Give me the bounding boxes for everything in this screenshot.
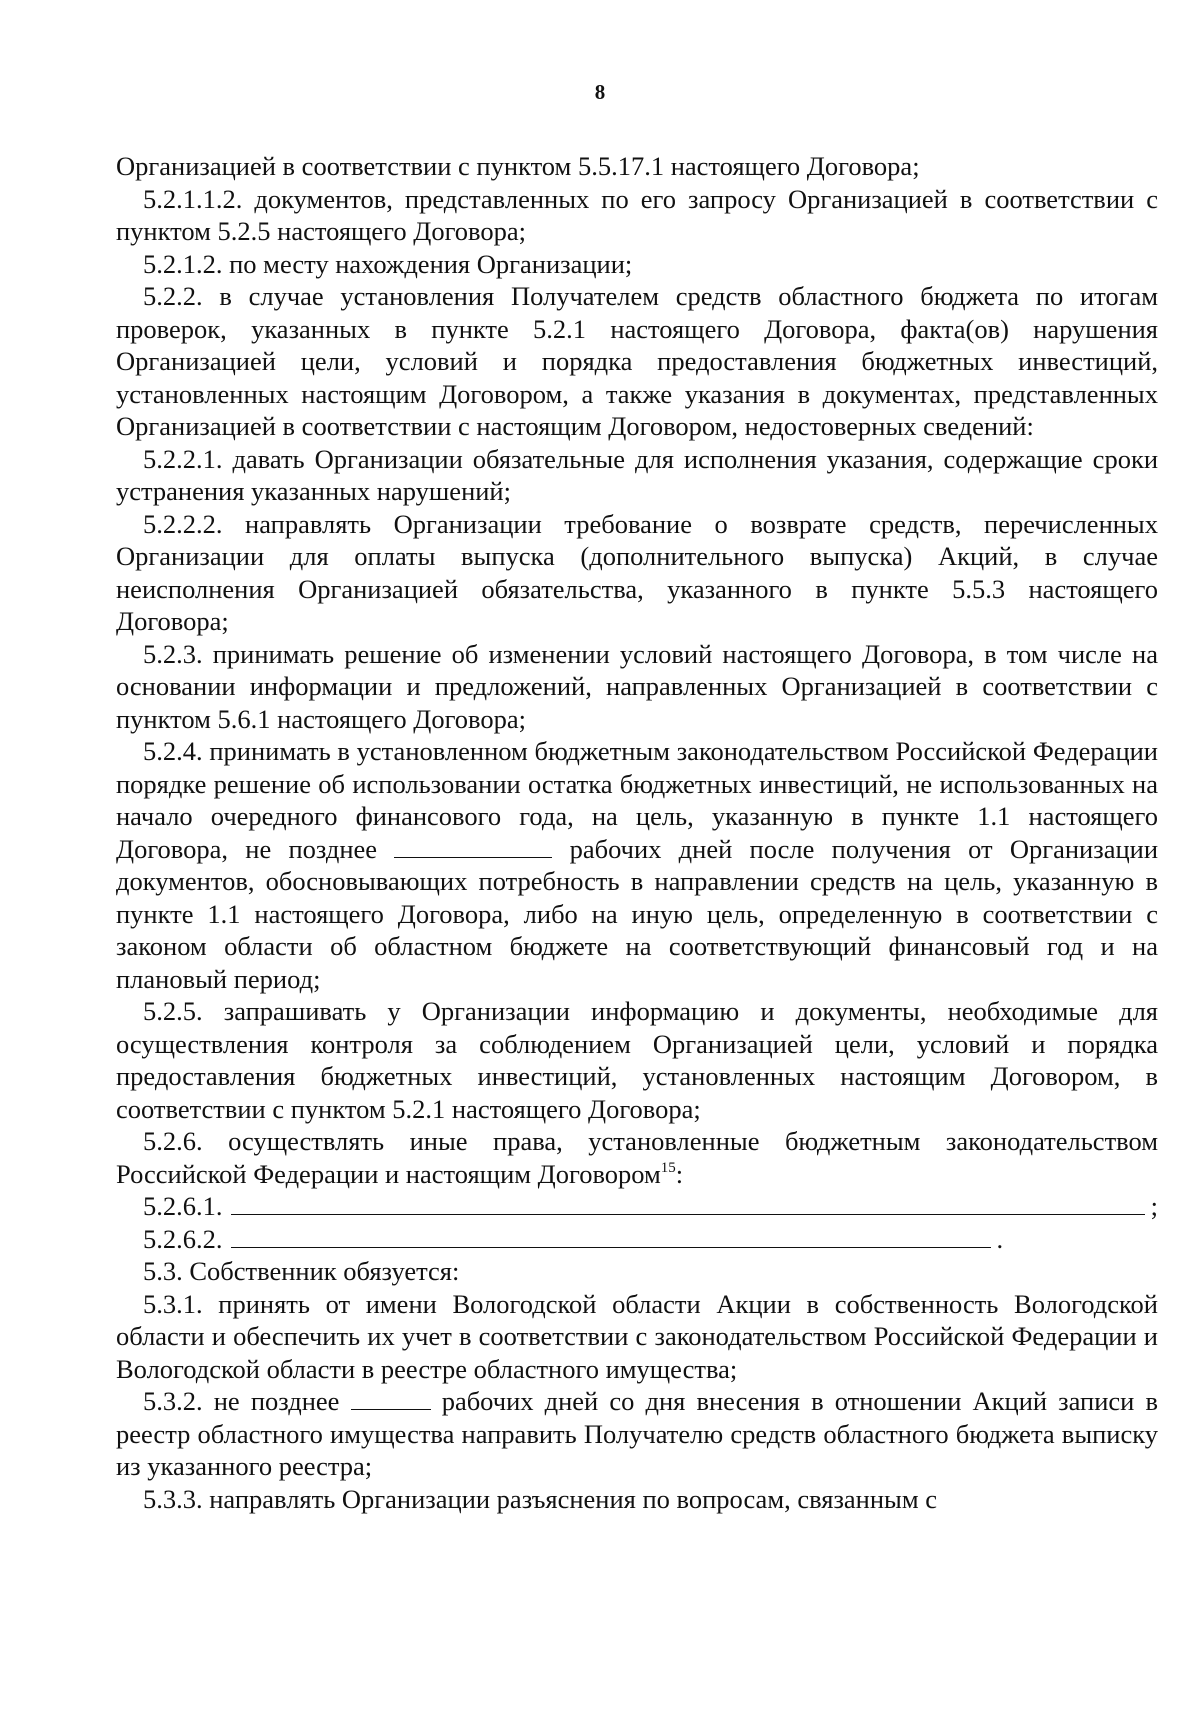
paragraph-5-2-6-text: 5.2.6. осуществлять иные права, установленные бюджетным законодательством Российской Федерации и настоящим Договором bbox=[116, 1126, 1158, 1189]
item-end-mark: ; bbox=[1150, 1191, 1158, 1221]
paragraph-5-2-6-1 bbox=[116, 1190, 1158, 1223]
paragraph-continuation: Организацией в соответствии с пунктом 5.5.17.1 настоящего Договора; bbox=[116, 151, 920, 181]
paragraph-5-3: 5.3. Собственник обязуется: bbox=[143, 1256, 460, 1286]
paragraph-5-2-5: 5.2.5. запрашивать у Организации информацию и документы, необходимые для осуществления контроля за соблюдением Организацией цели, условий и порядка предоставления бюджетных инвестиций, установленных настоящим Договором, в соответствии с пунктом 5.2.1 настоящего Договора; bbox=[116, 996, 1158, 1124]
paragraph-5-2-4-text-start: 5.2.4. принимать в установленном бюджетным законодательством Российской Федерации порядке решение об использовании остатка бюджетных инвестиций, не использованных на начало очередного финансового года, на цель, указанную в пункте 1.1 настоящего Договора, не позднее bbox=[116, 736, 1158, 864]
page-number: 8 bbox=[594, 80, 606, 104]
paragraph-5-2-6 bbox=[116, 1125, 1158, 1190]
paragraph-5-2-2-1: 5.2.2.1. давать Организации обязательные для исполнения указания, содержащие сроки устранения указанных нарушений; bbox=[116, 443, 1158, 506]
paragraph-5-2-4-text-end: рабочих дней после получения от Организации документов, обосновывающих потребность в направлении средств на цель, указанную в пункте 1.1 настоящего Договора, либо на иную цель, определенную в соответствии с законом области об областном бюджете на соответствующий финансовый год и на плановый период; bbox=[116, 833, 1159, 994]
footnote-marker: 15 bbox=[660, 1159, 676, 1176]
fill-in-line bbox=[231, 1225, 991, 1248]
days-blank-line bbox=[394, 835, 552, 858]
paragraph-5-2-2: 5.2.2. в случае установления Получателем средств областного бюджета по итогам проверок, указанных в пункте 5.2.1 настоящего Договора, факта(ов) нарушения Организацией цели, условий и порядка предоставления бюджетных инвестиций, установленных настоящим Договором, а также указания в документах, представленных Организацией в соответствии с настоящим Договором, недостоверных сведений: bbox=[116, 281, 1158, 441]
days-blank-line bbox=[351, 1387, 431, 1410]
paragraph-5-2-3: 5.2.3. принимать решение об изменении условий настоящего Договора, в том числе на основании информации и предложений, направленных Организацией в соответствии с пунктом 5.6.1 настоящего Договора; bbox=[116, 638, 1158, 734]
paragraph-5-3-2 bbox=[116, 1385, 1158, 1483]
item-end-mark: . bbox=[996, 1223, 1004, 1254]
paragraph-5-2-6-2 bbox=[116, 1223, 1158, 1256]
paragraph-5-2-4 bbox=[116, 735, 1158, 995]
paragraph-5-2-6-colon: : bbox=[675, 1158, 684, 1189]
paragraph-5-3-3: 5.3.3. направлять Организации разъяснения по вопросам, связанным с bbox=[143, 1483, 938, 1514]
paragraph-5-3-2-text-end: рабочих дней со дня внесения в отношении Акций записи в реестр областного имущества направить Получателю средств областного бюджета выписку из указанного реестра; bbox=[116, 1386, 1159, 1481]
item-label: 5.2.6.1. bbox=[143, 1191, 223, 1221]
document-body bbox=[116, 150, 1158, 1515]
paragraph-5-2-1-2: 5.2.1.2. по месту нахождения Организации; bbox=[143, 248, 633, 279]
fill-in-line bbox=[231, 1192, 1145, 1215]
paragraph-5-2-1-1-2: 5.2.1.1.2. документов, представленных по его запросу Организацией в соответствии с пунктом 5.2.5 настоящего Договора; bbox=[116, 183, 1158, 246]
paragraph-5-3-1: 5.3.1. принять от имени Вологодской области Акции в собственность Вологодской области и обеспечить их учет в соответствии с законодательством Российской Федерации и Вологодской области в реестре областного имущества; bbox=[116, 1288, 1158, 1384]
item-label: 5.2.6.2. bbox=[143, 1223, 223, 1254]
paragraph-5-3-2-text-start: 5.3.2. не позднее bbox=[143, 1386, 340, 1416]
paragraph-5-2-2-2: 5.2.2.2. направлять Организации требование о возврате средств, перечисленных Организации для оплаты выпуска (дополнительного выпуска) Акций, в случае неисполнения Организацией обязательства, указанного в пункте 5.5.3 настоящего Договора; bbox=[116, 508, 1158, 636]
